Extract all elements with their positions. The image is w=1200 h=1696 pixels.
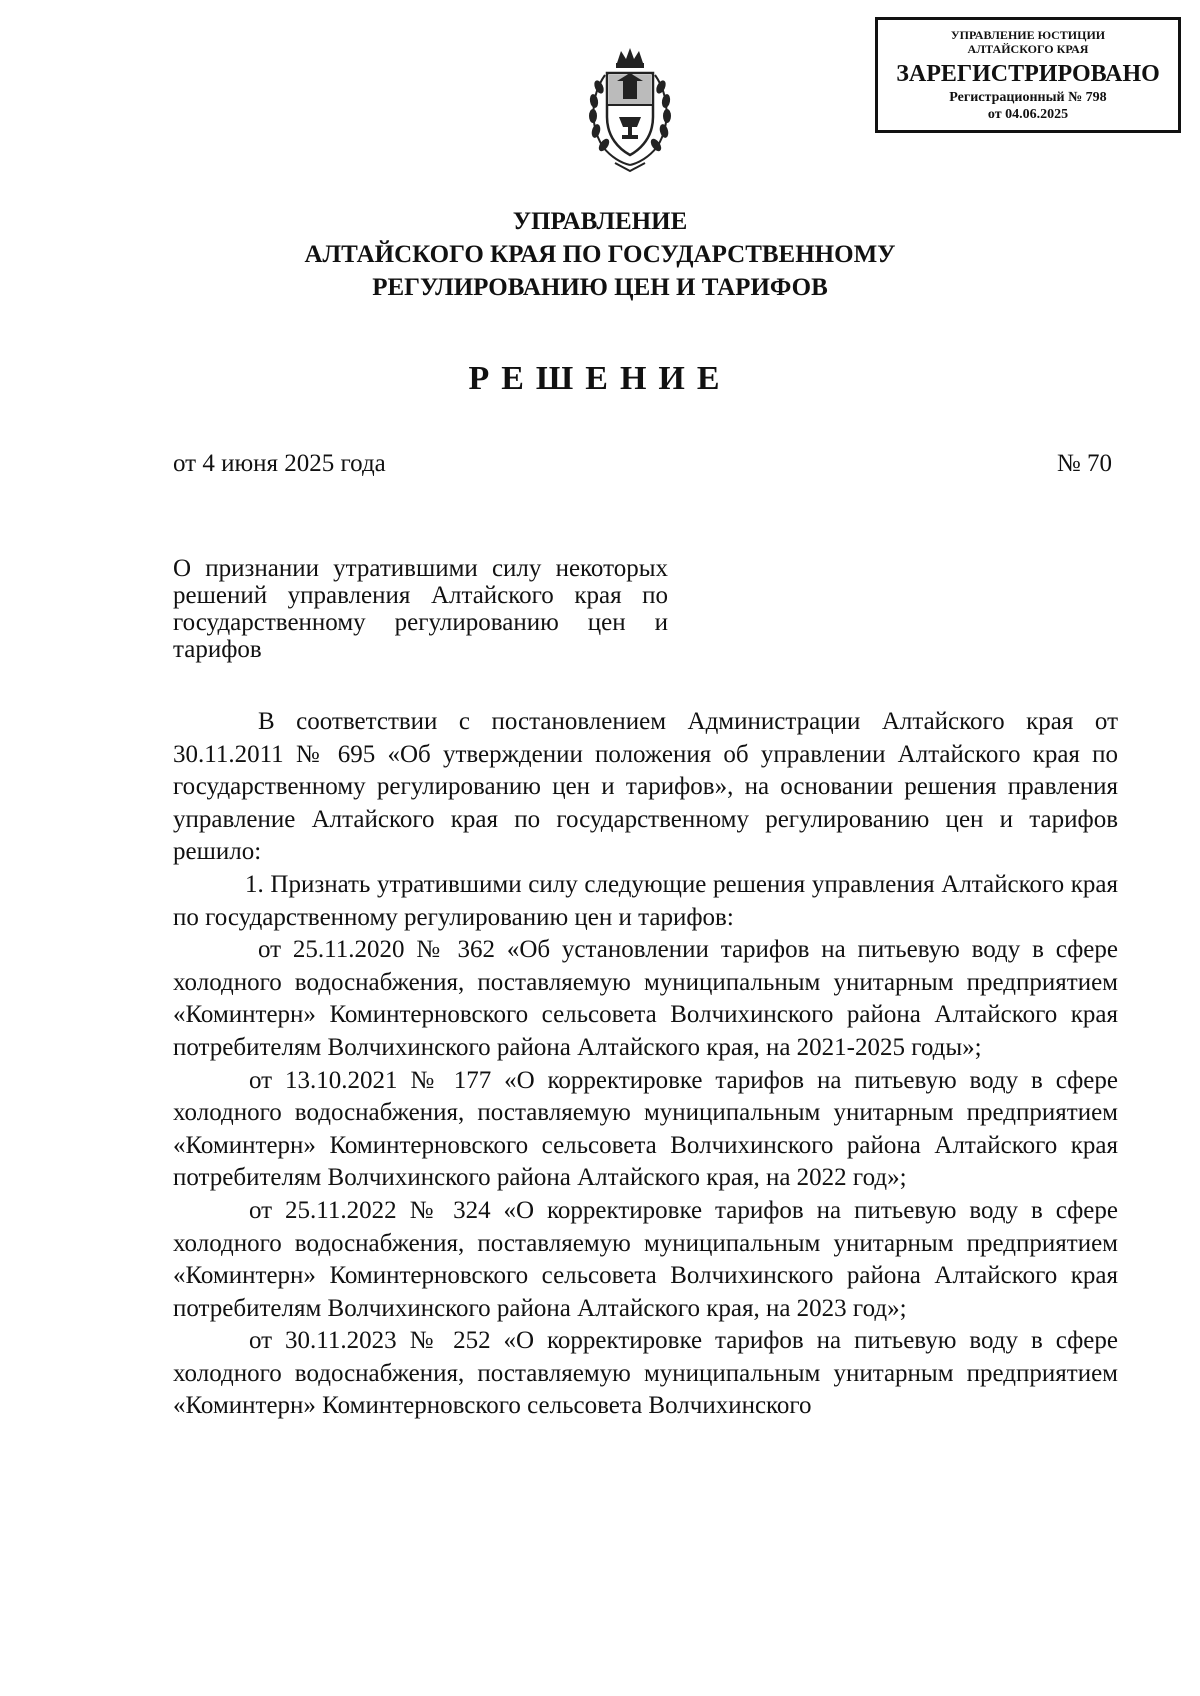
agency-line2: АЛТАЙСКОГО КРАЯ ПО ГОСУДАРСТВЕННОМУ bbox=[304, 241, 896, 268]
stamp-line1: УПРАВЛЕНИЕ ЮСТИЦИИ bbox=[950, 28, 1106, 42]
agency-line1: УПРАВЛЕНИЕ bbox=[512, 208, 688, 235]
document-type: РЕШЕНИЕ bbox=[468, 360, 732, 397]
agency-header bbox=[0, 205, 1200, 304]
stamp-reg-number: Регистрационный № 798 bbox=[949, 90, 1107, 105]
decision-paragraph-3: от 25.11.2022 № 324 «О корректировке тарифов на питьевую воду в сфере холодного водоснабжения, поставляемую муниципальным унитарным предприятием «Коминтерн» Коминтерновского сельсовета Волчихинского района Алтайского края потребителям Волчихинского района Алтайского края, на 2023 год»; bbox=[173, 1196, 1118, 1322]
item-1-paragraph: 1. Признать утратившими силу следующие решения управления Алтайского края по государственному регулированию цен и тарифов: bbox=[173, 870, 1118, 931]
stamp-status: ЗАРЕГИСТРИРОВАНО bbox=[896, 61, 1160, 87]
agency-line3: РЕГУЛИРОВАНИЮ ЦЕН И ТАРИФОВ bbox=[372, 274, 828, 301]
decision-paragraph-2: от 13.10.2021 № 177 «О корректировке тарифов на питьевую воду в сфере холодного водоснабжения, поставляемую муниципальным унитарным предприятием «Коминтерн» Коминтерновского сельсовета Волчихинского района Алтайского края потребителям Волчихинского района Алтайского края, на 2022 год»; bbox=[173, 1066, 1118, 1192]
document-subject: О признании утратившими силу некоторых решений управления Алтайского края по государственному регулированию цен и тарифов bbox=[173, 555, 668, 663]
preamble-paragraph: В соответствии с постановлением Администрации Алтайского края от 30.11.2011 № 695 «Об утверждении положения об управлении Алтайского края по государственному регулированию цен и тарифов», на основании решения правления управление Алтайского края по государственному регулированию цен и тарифов решило: bbox=[173, 708, 1118, 866]
decision-paragraph-4: от 30.11.2023 № 252 «О корректировке тарифов на питьевую воду в сфере холодного водоснабжения, поставляемую муниципальным унитарным предприятием «Коминтерн» Коминтерновского сельсовета Волчихинского bbox=[173, 1327, 1118, 1420]
document-number: № 70 bbox=[1056, 450, 1112, 477]
stamp-reg-date: от 04.06.2025 bbox=[987, 107, 1069, 122]
document-date: от 4 июня 2025 года bbox=[173, 450, 386, 477]
decision-paragraph-1: от 25.11.2020 № 362 «Об установлении тарифов на питьевую воду в сфере холодного водоснабжения, поставляемую муниципальным унитарным предприятием «Коминтерн» Коминтерновского сельсовета Волчихинского района Алтайского края потребителям Волчихинского района Алтайского края, на 2021-2025 годы»; bbox=[173, 936, 1118, 1061]
coat-of-arms-icon bbox=[585, 45, 675, 175]
document-body bbox=[173, 706, 1118, 1423]
registration-stamp bbox=[875, 17, 1181, 133]
stamp-line2: АЛТАЙСКОГО КРАЯ bbox=[967, 42, 1089, 56]
